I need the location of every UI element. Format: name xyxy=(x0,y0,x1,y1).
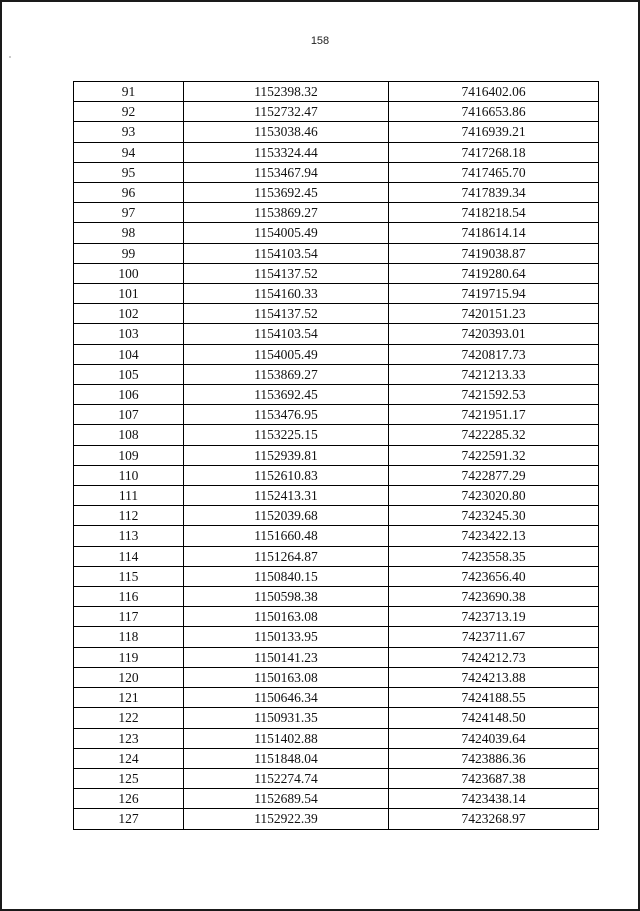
x-coordinate-cell: 1151660.48 xyxy=(184,526,389,546)
table-row xyxy=(74,506,599,526)
x-coordinate-cell: 1153038.46 xyxy=(184,122,389,142)
point-number-cell: 94 xyxy=(74,142,184,162)
table-row xyxy=(74,809,599,829)
x-coordinate-cell: 1154137.52 xyxy=(184,304,389,324)
y-coordinate-cell: 7422285.32 xyxy=(389,425,599,445)
table-row xyxy=(74,627,599,647)
point-number-cell: 109 xyxy=(74,445,184,465)
point-number-cell: 91 xyxy=(74,82,184,102)
table-row xyxy=(74,122,599,142)
x-coordinate-cell: 1151264.87 xyxy=(184,546,389,566)
table-row xyxy=(74,728,599,748)
point-number-cell: 101 xyxy=(74,284,184,304)
table-row xyxy=(74,748,599,768)
point-number-cell: 118 xyxy=(74,627,184,647)
point-number-cell: 99 xyxy=(74,243,184,263)
y-coordinate-cell: 7420817.73 xyxy=(389,344,599,364)
y-coordinate-cell: 7423690.38 xyxy=(389,587,599,607)
point-number-cell: 104 xyxy=(74,344,184,364)
y-coordinate-cell: 7423687.38 xyxy=(389,768,599,788)
y-coordinate-cell: 7421213.33 xyxy=(389,364,599,384)
table-row xyxy=(74,667,599,687)
x-coordinate-cell: 1150931.35 xyxy=(184,708,389,728)
y-coordinate-cell: 7418614.14 xyxy=(389,223,599,243)
x-coordinate-cell: 1152939.81 xyxy=(184,445,389,465)
table-row xyxy=(74,768,599,788)
x-coordinate-cell: 1152398.32 xyxy=(184,82,389,102)
y-coordinate-cell: 7423713.19 xyxy=(389,607,599,627)
coordinates-table-body xyxy=(74,82,599,830)
table-row xyxy=(74,465,599,485)
x-coordinate-cell: 1154103.54 xyxy=(184,324,389,344)
table-row xyxy=(74,405,599,425)
y-coordinate-cell: 7423711.67 xyxy=(389,627,599,647)
x-coordinate-cell: 1153225.15 xyxy=(184,425,389,445)
x-coordinate-cell: 1152039.68 xyxy=(184,506,389,526)
x-coordinate-cell: 1150646.34 xyxy=(184,688,389,708)
x-coordinate-cell: 1154103.54 xyxy=(184,243,389,263)
y-coordinate-cell: 7423886.36 xyxy=(389,748,599,768)
point-number-cell: 102 xyxy=(74,304,184,324)
table-row xyxy=(74,304,599,324)
point-number-cell: 127 xyxy=(74,809,184,829)
table-row xyxy=(74,647,599,667)
x-coordinate-cell: 1150840.15 xyxy=(184,566,389,586)
table-row xyxy=(74,688,599,708)
point-number-cell: 103 xyxy=(74,324,184,344)
table-row xyxy=(74,385,599,405)
point-number-cell: 115 xyxy=(74,566,184,586)
y-coordinate-cell: 7424148.50 xyxy=(389,708,599,728)
y-coordinate-cell: 7423245.30 xyxy=(389,506,599,526)
table-row xyxy=(74,263,599,283)
table-row xyxy=(74,243,599,263)
table-row xyxy=(74,486,599,506)
coordinates-table xyxy=(73,81,599,830)
y-coordinate-cell: 7417465.70 xyxy=(389,162,599,182)
point-number-cell: 97 xyxy=(74,203,184,223)
scan-speck xyxy=(9,56,11,58)
x-coordinate-cell: 1151402.88 xyxy=(184,728,389,748)
point-number-cell: 124 xyxy=(74,748,184,768)
point-number-cell: 98 xyxy=(74,223,184,243)
y-coordinate-cell: 7424039.64 xyxy=(389,728,599,748)
y-coordinate-cell: 7419280.64 xyxy=(389,263,599,283)
table-row xyxy=(74,546,599,566)
table-row xyxy=(74,708,599,728)
point-number-cell: 92 xyxy=(74,102,184,122)
point-number-cell: 121 xyxy=(74,688,184,708)
x-coordinate-cell: 1152274.74 xyxy=(184,768,389,788)
point-number-cell: 122 xyxy=(74,708,184,728)
x-coordinate-cell: 1153476.95 xyxy=(184,405,389,425)
point-number-cell: 100 xyxy=(74,263,184,283)
point-number-cell: 107 xyxy=(74,405,184,425)
table-row xyxy=(74,364,599,384)
y-coordinate-cell: 7423020.80 xyxy=(389,486,599,506)
point-number-cell: 119 xyxy=(74,647,184,667)
x-coordinate-cell: 1153324.44 xyxy=(184,142,389,162)
point-number-cell: 114 xyxy=(74,546,184,566)
point-number-cell: 111 xyxy=(74,486,184,506)
y-coordinate-cell: 7421592.53 xyxy=(389,385,599,405)
point-number-cell: 108 xyxy=(74,425,184,445)
y-coordinate-cell: 7416653.86 xyxy=(389,102,599,122)
x-coordinate-cell: 1150598.38 xyxy=(184,587,389,607)
table-row xyxy=(74,82,599,102)
point-number-cell: 123 xyxy=(74,728,184,748)
table-row xyxy=(74,203,599,223)
x-coordinate-cell: 1153869.27 xyxy=(184,203,389,223)
point-number-cell: 125 xyxy=(74,768,184,788)
x-coordinate-cell: 1153692.45 xyxy=(184,183,389,203)
x-coordinate-cell: 1154160.33 xyxy=(184,284,389,304)
point-number-cell: 112 xyxy=(74,506,184,526)
y-coordinate-cell: 7418218.54 xyxy=(389,203,599,223)
x-coordinate-cell: 1154005.49 xyxy=(184,223,389,243)
point-number-cell: 106 xyxy=(74,385,184,405)
table-row xyxy=(74,142,599,162)
x-coordinate-cell: 1153692.45 xyxy=(184,385,389,405)
x-coordinate-cell: 1151848.04 xyxy=(184,748,389,768)
y-coordinate-cell: 7420151.23 xyxy=(389,304,599,324)
y-coordinate-cell: 7419715.94 xyxy=(389,284,599,304)
y-coordinate-cell: 7424212.73 xyxy=(389,647,599,667)
table-row xyxy=(74,526,599,546)
table-row xyxy=(74,607,599,627)
point-number-cell: 126 xyxy=(74,789,184,809)
x-coordinate-cell: 1150163.08 xyxy=(184,667,389,687)
y-coordinate-cell: 7416939.21 xyxy=(389,122,599,142)
x-coordinate-cell: 1154005.49 xyxy=(184,344,389,364)
table-row xyxy=(74,425,599,445)
x-coordinate-cell: 1152413.31 xyxy=(184,486,389,506)
point-number-cell: 113 xyxy=(74,526,184,546)
y-coordinate-cell: 7420393.01 xyxy=(389,324,599,344)
table-row xyxy=(74,789,599,809)
table-row xyxy=(74,566,599,586)
table-row xyxy=(74,223,599,243)
x-coordinate-cell: 1152922.39 xyxy=(184,809,389,829)
table-row xyxy=(74,587,599,607)
x-coordinate-cell: 1153869.27 xyxy=(184,364,389,384)
point-number-cell: 110 xyxy=(74,465,184,485)
table-row xyxy=(74,284,599,304)
point-number-cell: 96 xyxy=(74,183,184,203)
x-coordinate-cell: 1153467.94 xyxy=(184,162,389,182)
y-coordinate-cell: 7417839.34 xyxy=(389,183,599,203)
point-number-cell: 116 xyxy=(74,587,184,607)
y-coordinate-cell: 7417268.18 xyxy=(389,142,599,162)
table-row xyxy=(74,162,599,182)
point-number-cell: 93 xyxy=(74,122,184,142)
y-coordinate-cell: 7423422.13 xyxy=(389,526,599,546)
page-number: 158 xyxy=(310,35,330,47)
x-coordinate-cell: 1150163.08 xyxy=(184,607,389,627)
point-number-cell: 117 xyxy=(74,607,184,627)
table-row xyxy=(74,344,599,364)
x-coordinate-cell: 1152689.54 xyxy=(184,789,389,809)
y-coordinate-cell: 7424188.55 xyxy=(389,688,599,708)
x-coordinate-cell: 1150133.95 xyxy=(184,627,389,647)
table-row xyxy=(74,324,599,344)
y-coordinate-cell: 7421951.17 xyxy=(389,405,599,425)
point-number-cell: 95 xyxy=(74,162,184,182)
y-coordinate-cell: 7423656.40 xyxy=(389,566,599,586)
y-coordinate-cell: 7416402.06 xyxy=(389,82,599,102)
x-coordinate-cell: 1150141.23 xyxy=(184,647,389,667)
x-coordinate-cell: 1152610.83 xyxy=(184,465,389,485)
y-coordinate-cell: 7423558.35 xyxy=(389,546,599,566)
x-coordinate-cell: 1154137.52 xyxy=(184,263,389,283)
y-coordinate-cell: 7422877.29 xyxy=(389,465,599,485)
point-number-cell: 105 xyxy=(74,364,184,384)
y-coordinate-cell: 7423268.97 xyxy=(389,809,599,829)
x-coordinate-cell: 1152732.47 xyxy=(184,102,389,122)
y-coordinate-cell: 7424213.88 xyxy=(389,667,599,687)
y-coordinate-cell: 7419038.87 xyxy=(389,243,599,263)
y-coordinate-cell: 7422591.32 xyxy=(389,445,599,465)
table-row xyxy=(74,183,599,203)
table-row xyxy=(74,445,599,465)
y-coordinate-cell: 7423438.14 xyxy=(389,789,599,809)
table-row xyxy=(74,102,599,122)
point-number-cell: 120 xyxy=(74,667,184,687)
